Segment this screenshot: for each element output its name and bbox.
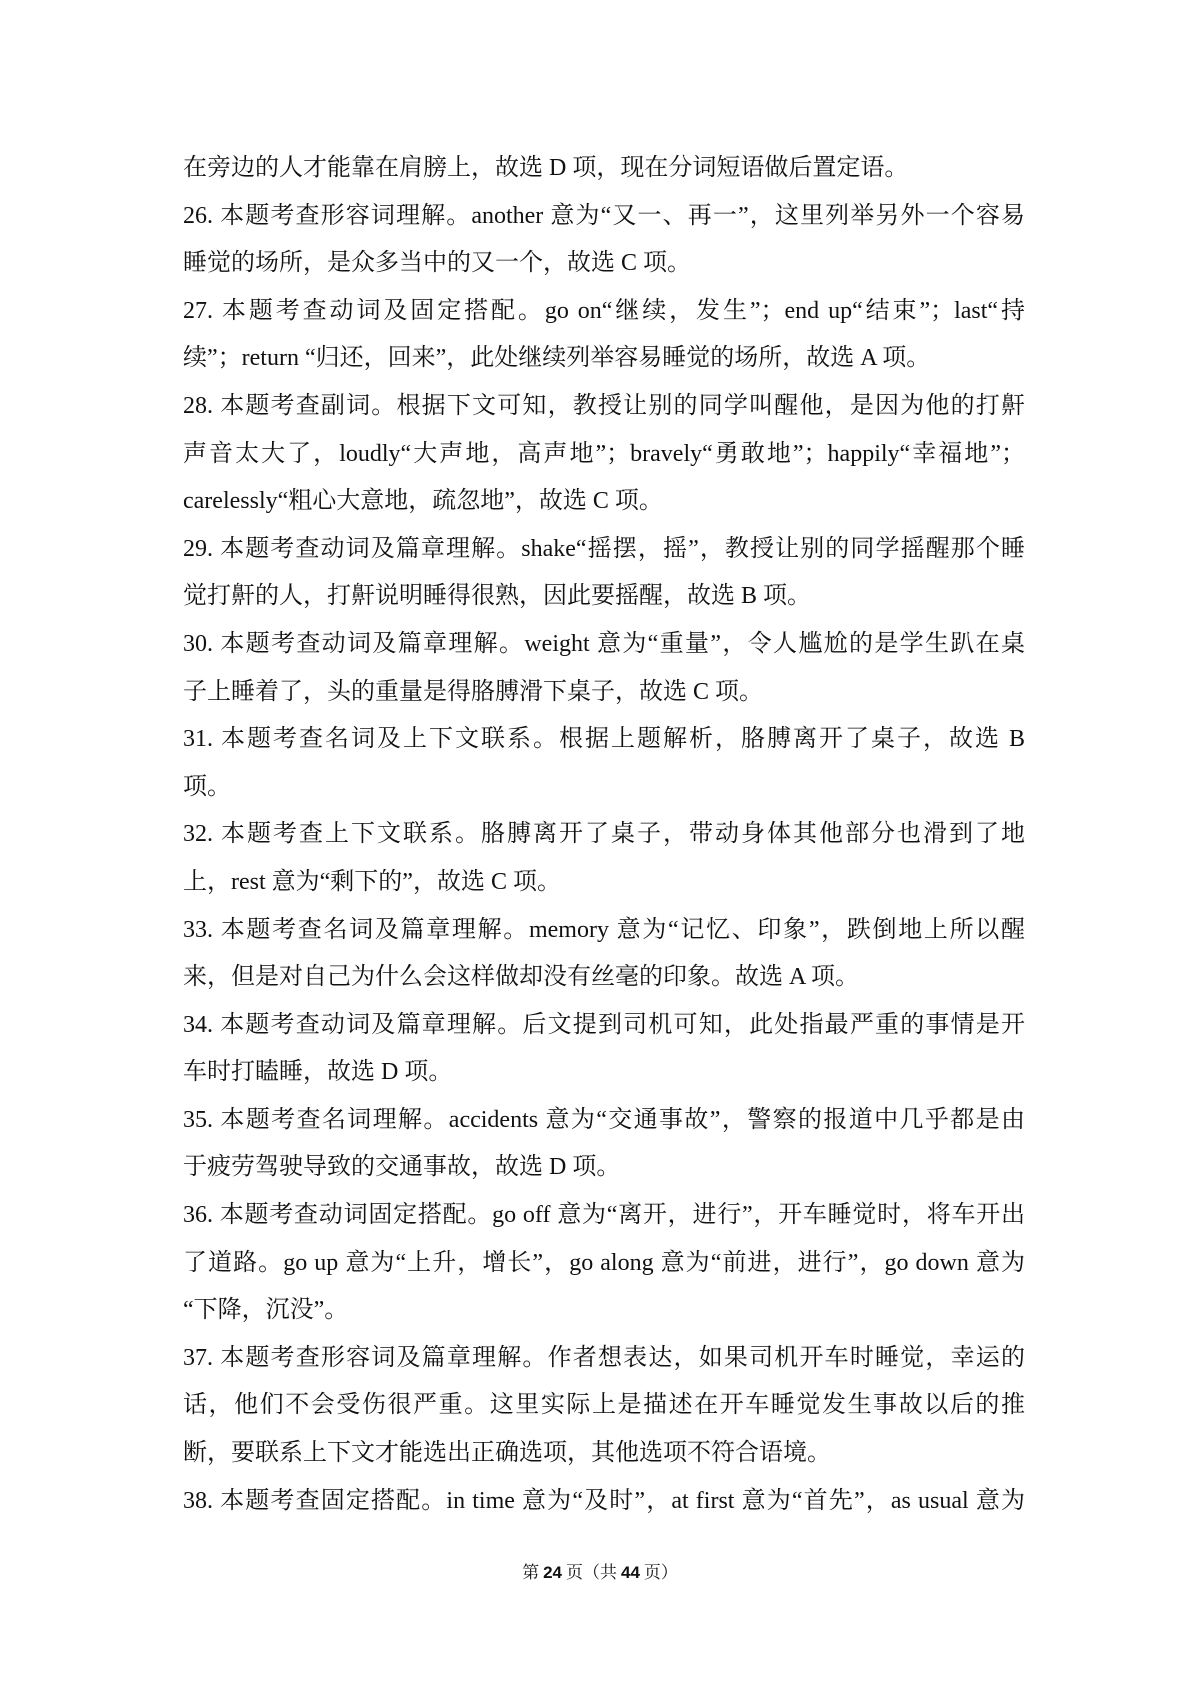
- explanation-25-continued: [183, 145, 1025, 193]
- footer-suffix: 页）: [643, 1563, 678, 1582]
- text-line: 声音太大了，loudly“大声地，高声地”；bravely“勇敢地”；happily“幸福地”；: [183, 440, 1025, 467]
- explanation-33: [183, 907, 1025, 1002]
- footer-middle: 页（共: [566, 1563, 617, 1582]
- explanation-27: [183, 288, 1025, 383]
- text-line: 34. 本题考查动词及篇章理解。后文提到司机可知，此处指最严重的事情是开: [183, 1011, 1025, 1038]
- explanation-29: [183, 526, 1025, 621]
- text-line: 37. 本题考查形容词及篇章理解。作者想表达，如果司机开车时睡觉，幸运的: [183, 1344, 1025, 1371]
- text-line: 29. 本题考查动词及篇章理解。shake“摇摆，摇”，教授让别的同学摇醒那个睡: [183, 535, 1025, 562]
- explanation-34: [183, 1002, 1025, 1097]
- explanation-32: [183, 811, 1025, 906]
- explanation-30: [183, 621, 1025, 716]
- text-line: 27. 本题考查动词及固定搭配。go on“继续，发生”；end up“结束”；last“持: [183, 297, 1025, 324]
- text-line: 了道路。go up 意为“上升，增长”，go along 意为“前进，进行”，go down 意为: [183, 1249, 1025, 1276]
- text-line: 26. 本题考查形容词理解。another 意为“又一、再一”，这里列举另外一个容易: [183, 202, 1025, 229]
- explanation-26: [183, 193, 1025, 288]
- text-line: 28. 本题考查副词。根据下文可知，教授让别的同学叫醒他，是因为他的打鼾: [183, 392, 1025, 419]
- explanation-37: [183, 1335, 1025, 1478]
- explanation-38: [183, 1478, 1025, 1526]
- page-number: 24: [543, 1563, 562, 1582]
- text-line: “下降，沉没”。: [183, 1297, 349, 1324]
- text-line: 36. 本题考查动词固定搭配。go off 意为“离开，进行”，开车睡觉时，将车开出: [183, 1202, 1025, 1229]
- text-line: 车时打瞌睡，故选 D 项。: [183, 1059, 453, 1086]
- text-line: 睡觉的场所，是众多当中的又一个，故选 C 项。: [183, 250, 692, 277]
- explanation-28: [183, 383, 1025, 526]
- text-line: 来，但是对自己为什么会这样做却没有丝毫的印象。故选 A 项。: [183, 964, 860, 991]
- explanation-31: [183, 716, 1025, 811]
- text-line: 觉打鼾的人，打鼾说明睡得很熟，因此要摇醒，故选 B 项。: [183, 583, 812, 610]
- footer-prefix: 第: [522, 1563, 540, 1582]
- text-line: 在旁边的人才能靠在肩膀上，故选 D 项，现在分词短语做后置定语。: [183, 155, 909, 181]
- text-line: 32. 本题考查上下文联系。胳膊离开了桌子，带动身体其他部分也滑到了地: [183, 821, 1025, 848]
- text-line: 38. 本题考查固定搭配。in time 意为“及时”，at first 意为“首先”，as usual 意为: [183, 1487, 1025, 1514]
- text-line: 项。: [183, 773, 231, 800]
- text-line: 31. 本题考查名词及上下文联系。根据上题解析，胳膊离开了桌子，故选 B: [183, 726, 1025, 753]
- text-line: carelessly“粗心大意地，疏忽地”，故选 C 项。: [183, 488, 663, 515]
- text-line: 于疲劳驾驶导致的交通事故，故选 D 项。: [183, 1154, 621, 1181]
- text-line: 33. 本题考查名词及篇章理解。memory 意为“记忆、印象”，跌倒地上所以醒: [183, 916, 1025, 943]
- text-line: 子上睡着了，头的重量是得胳膊滑下桌子，故选 C 项。: [183, 678, 764, 705]
- text-line: 35. 本题考查名词理解。accidents 意为“交通事故”，警察的报道中几乎都是由: [183, 1106, 1025, 1133]
- page-footer: [0, 1560, 1200, 1586]
- answer-explanations: [183, 145, 1025, 1525]
- text-line: 断，要联系上下文才能选出正确选项，其他选项不符合语境。: [183, 1440, 831, 1467]
- page-total: 44: [621, 1563, 640, 1582]
- text-line: 上，rest 意为“剩下的”，故选 C 项。: [183, 868, 561, 895]
- text-line: 话，他们不会受伤很严重。这里实际上是描述在开车睡觉发生事故以后的推: [183, 1392, 1025, 1419]
- explanation-36: [183, 1192, 1025, 1335]
- explanation-35: [183, 1097, 1025, 1192]
- text-line: 续”；return “归还，回来”，此处继续列举容易睡觉的场所，故选 A 项。: [183, 345, 931, 372]
- text-line: 30. 本题考查动词及篇章理解。weight 意为“重量”，令人尴尬的是学生趴在桌: [183, 630, 1025, 657]
